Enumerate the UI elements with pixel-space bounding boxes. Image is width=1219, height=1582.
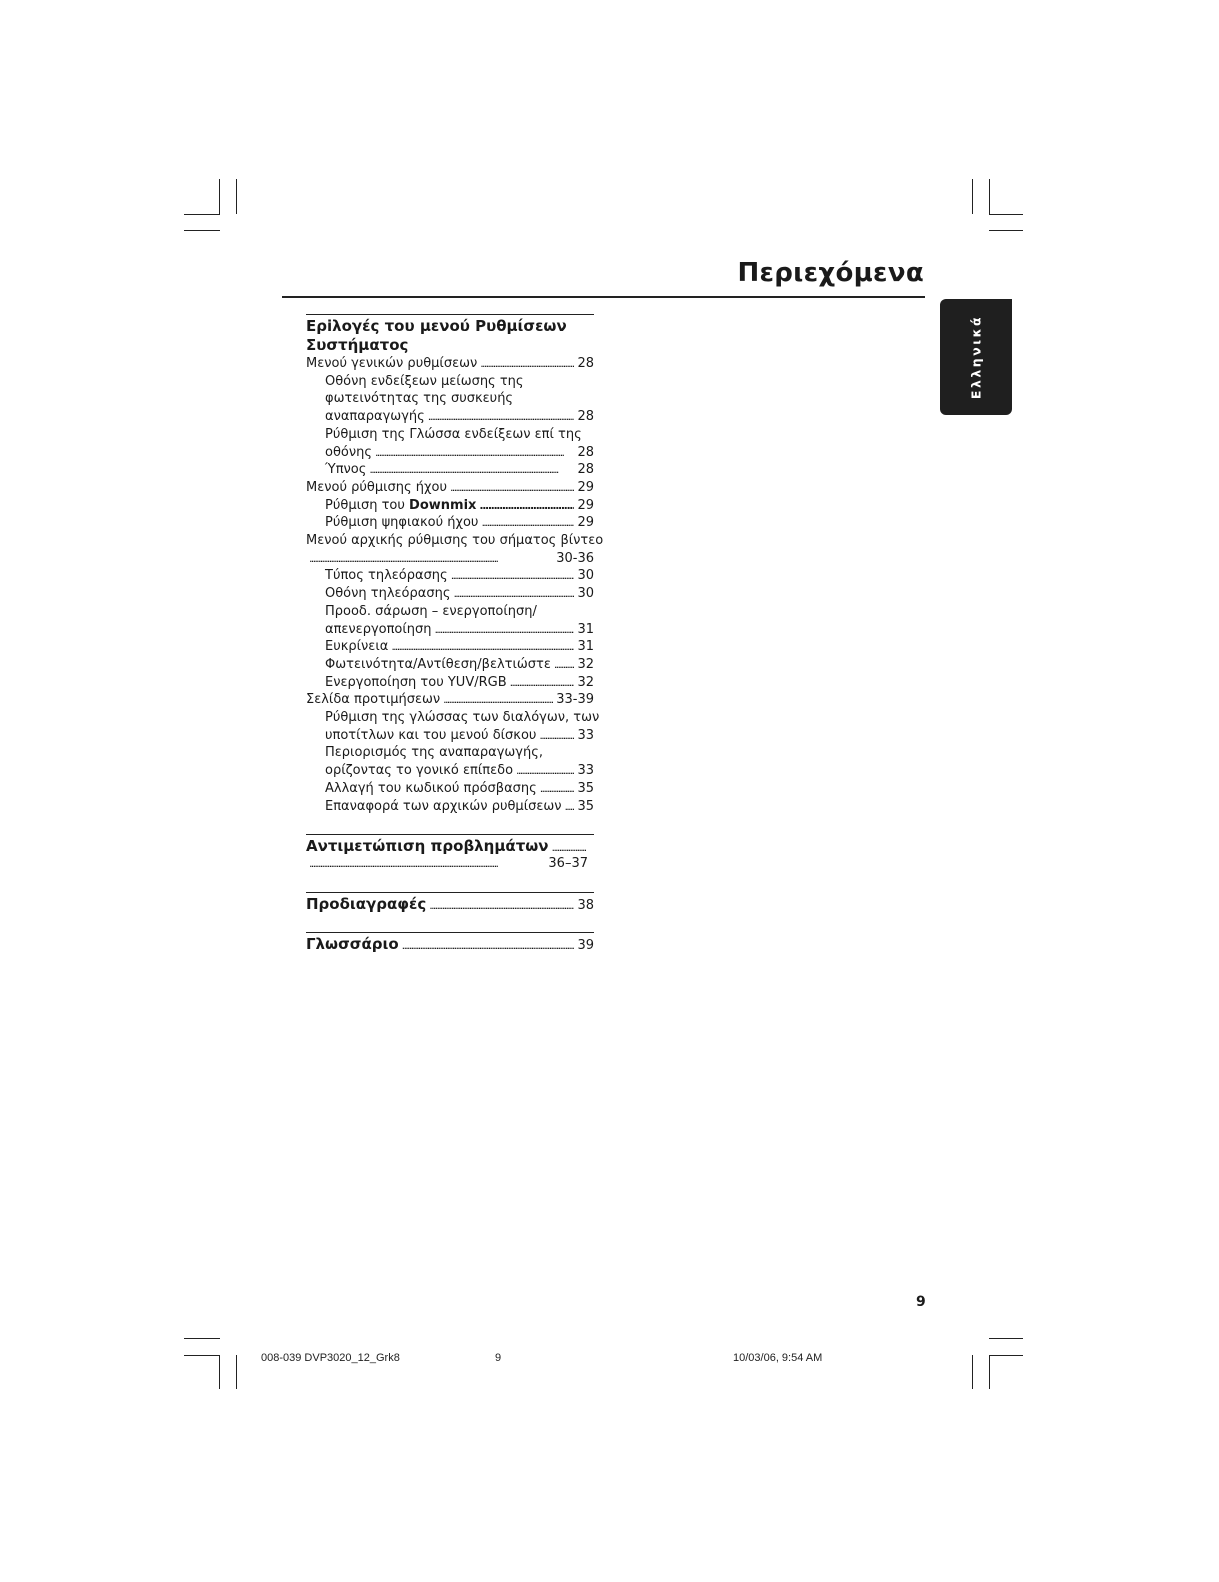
toc-section — [306, 895, 594, 913]
toc-entry-label: ορίζοντας το γονικό επίπεδο — [325, 763, 514, 779]
toc-entry-label: Τύπος τηλεόρασης — [325, 568, 448, 584]
leader-dots — [443, 691, 553, 709]
crop-mark — [989, 214, 1023, 215]
crop-mark — [972, 179, 973, 214]
toc-entry-label: απενεργοποίηση — [325, 621, 432, 637]
toc-entry — [306, 674, 594, 692]
leader-dots — [309, 550, 553, 568]
leader-dots — [516, 762, 574, 780]
leader-dots — [451, 567, 575, 585]
toc-entry-page: 31 — [577, 621, 594, 637]
leader-dots — [552, 840, 586, 855]
toc-entry-label: οθόνης — [325, 444, 372, 460]
section-title — [306, 317, 594, 355]
toc-entry-label: Οθόνη τηλεόρασης — [325, 586, 451, 602]
language-tab — [940, 299, 1012, 415]
toc-entry — [306, 408, 594, 426]
leader-dots — [450, 479, 574, 497]
toc-entry-label: Μενού γενικών ρυθμίσεων — [306, 356, 478, 371]
toc-entry-label: υποτίτλων και του μενού δίσκου — [325, 727, 537, 743]
toc-entry-label: Επαναφορά των αρχικών ρυθμίσεων — [325, 798, 562, 814]
toc-entry — [306, 855, 594, 873]
toc-entry — [306, 638, 594, 656]
toc-entry-label: Μενού ρύθμισης ήχου — [306, 479, 447, 495]
crop-mark — [184, 1355, 220, 1356]
toc-entry-page: 32 — [577, 656, 594, 672]
toc-entry-page: 28 — [577, 409, 594, 425]
toc-entry-page: 35 — [577, 780, 594, 796]
toc-entry-page: 33 — [577, 763, 594, 779]
crop-mark — [972, 1355, 973, 1389]
toc-entry — [306, 497, 594, 515]
toc-entry — [306, 479, 594, 497]
crop-mark — [989, 230, 1023, 231]
page-title: Περιεχόμενα — [737, 258, 924, 288]
section-title-line: Συστήματος — [306, 336, 409, 354]
toc-entry — [306, 514, 594, 532]
toc-entry-label: Ευκρίνεια — [325, 639, 389, 655]
toc-entry-page: 28 — [577, 356, 594, 371]
leader-dots — [369, 461, 574, 479]
section-rule — [306, 892, 594, 893]
crop-mark — [236, 1355, 237, 1389]
toc-entry-label — [325, 497, 476, 515]
leader-dots — [479, 497, 574, 515]
section-rule — [306, 314, 594, 315]
toc-entry-page: 29 — [577, 479, 594, 495]
toc-entry-page: 36–37 — [548, 856, 588, 872]
toc-entry-page: 28 — [577, 444, 594, 460]
toc-entry — [306, 691, 594, 709]
toc-section-page: 38 — [577, 897, 594, 913]
section-rule — [306, 932, 594, 933]
footer-file: 008-039 DVP3020_12_Grk8 — [261, 1352, 400, 1364]
toc-entry-label: Ενεργοποίηση του YUV/RGB — [325, 674, 507, 690]
toc-entry-page: 29 — [577, 515, 594, 531]
toc-entry-page: 32 — [577, 674, 594, 690]
toc-entry — [306, 780, 594, 798]
leader-dots — [554, 656, 575, 674]
toc-entry-text: φωτεινότητας της συσκευής — [325, 391, 514, 407]
toc-entry — [306, 461, 594, 479]
toc-entry-label: αναπαραγωγής — [325, 409, 425, 425]
toc-entry-text: Ρύθμιση της γλώσσας των διαλόγων, των — [325, 710, 600, 726]
crop-mark — [989, 1338, 1023, 1339]
toc-entry-page: 35 — [577, 798, 594, 814]
toc-entry-text: Ρύθμιση της Γλώσσα ενδείξεων επί της — [325, 426, 582, 442]
title-rule — [282, 296, 925, 298]
footer-page: 9 — [495, 1352, 502, 1364]
toc-section — [306, 935, 594, 953]
crop-mark — [989, 179, 990, 214]
toc-entry — [306, 798, 594, 816]
toc-entry-text: Μενού αρχικής ρύθμισης του σήματος βίντεο — [306, 533, 604, 549]
crop-mark — [989, 1355, 1023, 1356]
toc-entry-text: Οθόνη ενδείξεων μείωσης της — [325, 373, 524, 389]
toc-entry-label: Ρύθμιση ψηφιακού ήχου — [325, 515, 479, 531]
leader-dots — [481, 514, 574, 532]
toc-section-title: Αντιμετώπιση προβλημάτων — [306, 837, 549, 856]
toc-entry-label: Φωτεινότητα/Αντίθεση/βελτιώστε — [325, 656, 551, 672]
toc-entry-page: 30 — [577, 568, 594, 584]
leader-dots — [539, 727, 574, 745]
section-rule — [306, 834, 594, 835]
toc-section-title: Γλωσσάριο — [306, 934, 399, 953]
toc-entry-page: 29 — [577, 497, 594, 513]
toc-entry — [306, 621, 594, 639]
toc-entry-page: 28 — [577, 462, 594, 478]
toc-section — [306, 837, 594, 855]
leader-dots — [402, 938, 575, 953]
toc-entry — [306, 567, 594, 585]
toc-entry — [306, 727, 594, 745]
leader-dots — [453, 585, 574, 603]
leader-dots — [480, 355, 574, 373]
section-title-line: Ερiλογές του μενού Ρυθμίσεων — [306, 317, 567, 335]
leader-dots — [565, 798, 575, 816]
toc-section-page: 39 — [577, 937, 594, 953]
toc-entry — [306, 355, 594, 373]
crop-mark — [989, 1355, 990, 1389]
toc-entry — [306, 444, 594, 462]
crop-mark — [236, 179, 237, 214]
crop-mark — [184, 230, 220, 231]
leader-dots — [375, 444, 574, 462]
toc-entry — [306, 762, 594, 780]
leader-dots — [309, 855, 545, 873]
toc-entry-page: 30-36 — [556, 550, 594, 566]
toc-entry-page: 30 — [577, 586, 594, 602]
leader-dots — [510, 674, 575, 692]
language-tab-label: Ελληνικά — [968, 314, 984, 400]
toc-entry-page: 33 — [577, 727, 594, 743]
toc-entry-label-bold: Downmix — [409, 497, 477, 513]
toc-entry — [306, 656, 594, 674]
toc-entry-text: Περιορισμός της αναπαραγωγής, — [325, 745, 544, 761]
crop-mark — [219, 179, 220, 214]
footer-timestamp: 10/03/06, 9:54 AM — [733, 1352, 823, 1364]
toc-entry-label: Αλλαγή του κωδικού πρόσβασης — [325, 780, 537, 796]
toc-entry-page: 31 — [577, 639, 594, 655]
crop-mark — [219, 1355, 220, 1389]
toc-entry — [306, 550, 594, 568]
toc-section-title: Προδιαγραφές — [306, 894, 427, 913]
crop-mark — [184, 1338, 220, 1339]
toc-entry-page: 33-39 — [556, 692, 594, 708]
toc-entry-label: Ύπνος — [325, 462, 367, 478]
toc-entry — [306, 585, 594, 603]
toc-entry-label: Σελίδα προτιμήσεων — [306, 692, 441, 708]
leader-dots — [540, 780, 575, 798]
page-number: 9 — [916, 1294, 926, 1310]
crop-mark — [184, 214, 220, 215]
leader-dots — [428, 408, 575, 426]
toc-entry-label-prefix: Ρύθμιση του — [325, 497, 410, 513]
leader-dots — [429, 898, 574, 913]
leader-dots — [391, 638, 574, 656]
toc-entry-text: Προοδ. σάρωση – ενεργοποίηση/ — [325, 603, 537, 619]
leader-dots — [435, 621, 575, 639]
table-of-contents — [306, 314, 604, 953]
